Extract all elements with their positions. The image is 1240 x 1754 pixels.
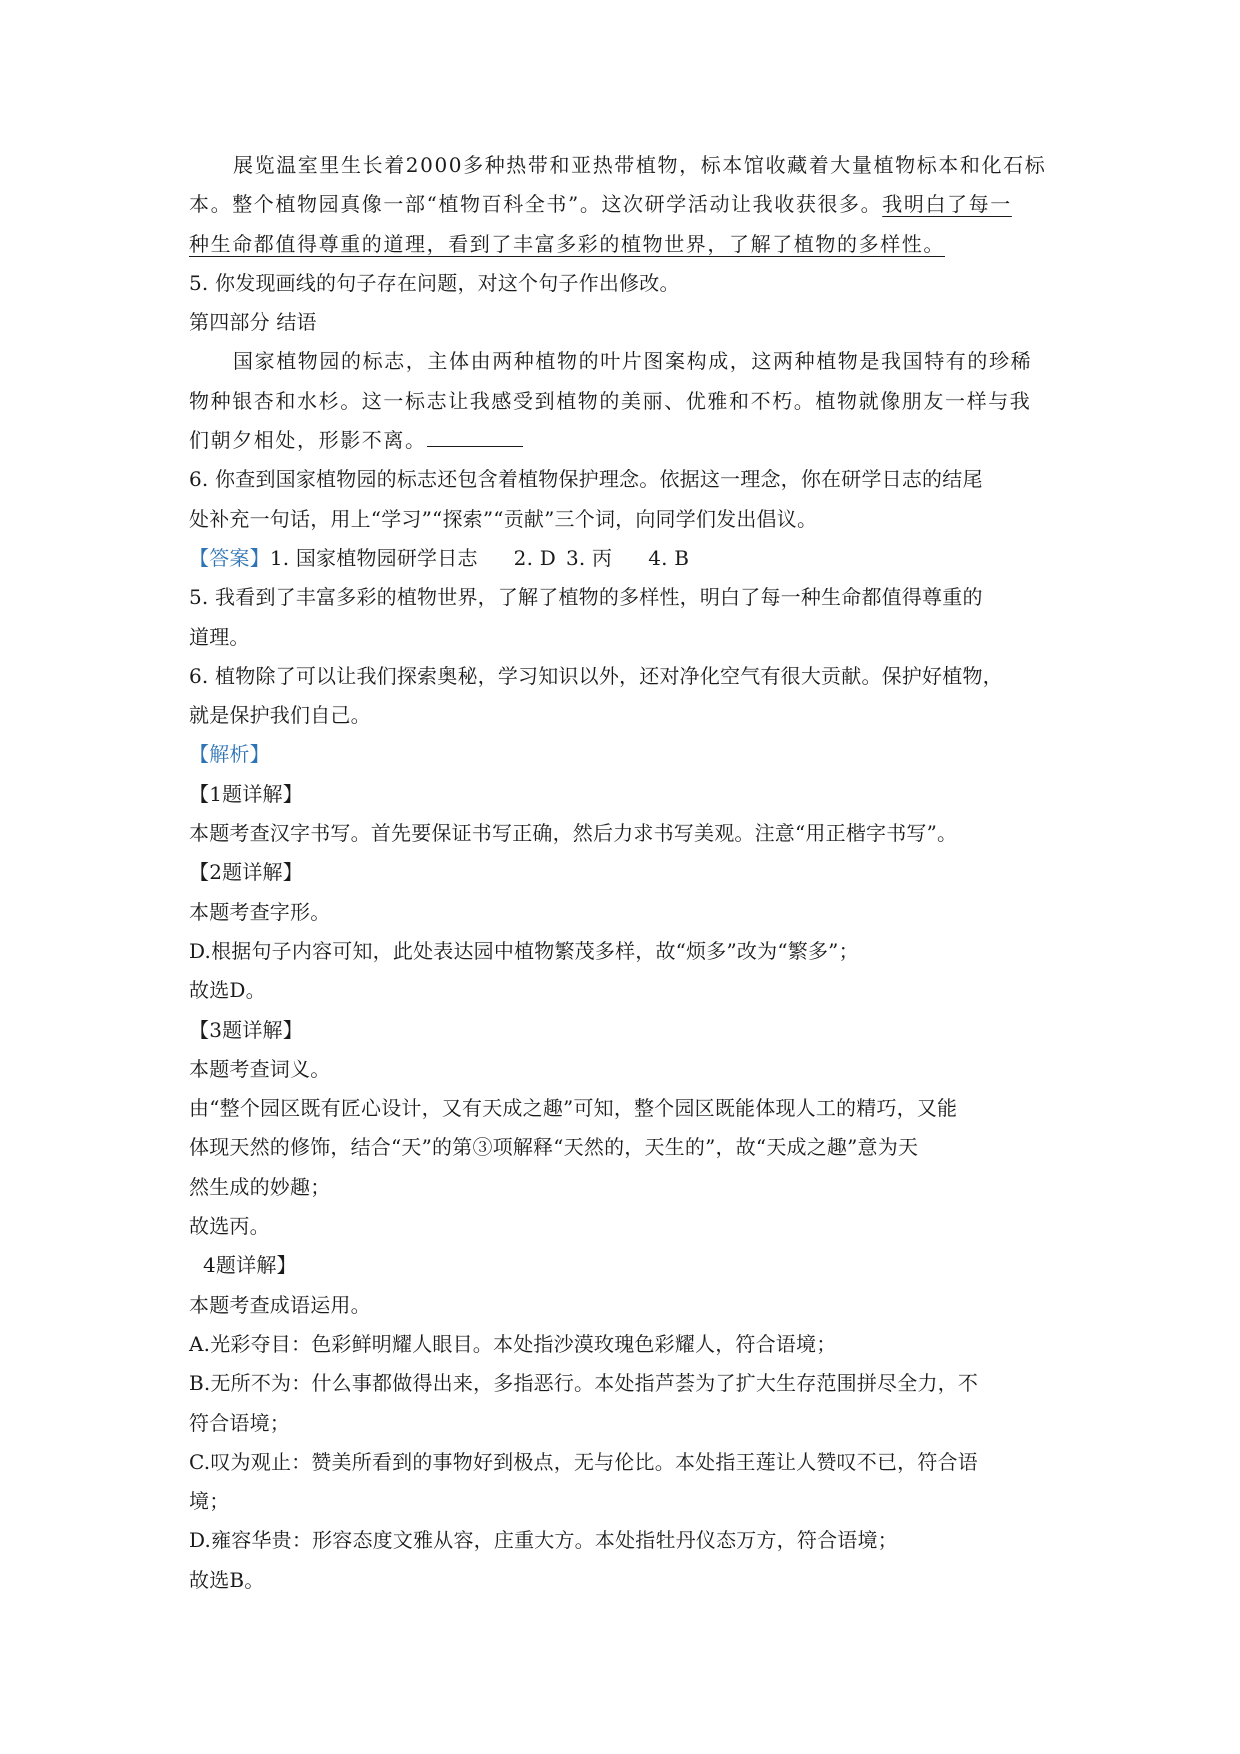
detail-title: 【1题详解】 <box>189 781 303 806</box>
answer-1: 1. 国家植物园研学日志 <box>269 545 478 570</box>
question-6: 6. 你查到国家植物园的标志还包含着植物保护理念。依据这一理念，你在研学日志的结尾 <box>189 467 983 492</box>
detail-text: D.雍容华贵：形容态度文雅从容，庄重大方。本处指牡丹仪态万方，符合语境； <box>189 1528 898 1553</box>
detail-text: D.根据句子内容可知，此处表达园中植物繁茂多样，故“烦多”改为“繁多”； <box>189 938 859 963</box>
detail-text: 故选B。 <box>189 1567 265 1592</box>
passage-line: 展览温室里生长着2000多种热带和亚热带植物，标本馆收藏着大量植物标本和化石标 <box>233 153 1047 177</box>
passage-line <box>189 185 1069 224</box>
question-5: 5. 你发现画线的句子存在问题，对这个句子作出修改。 <box>189 270 680 295</box>
answer-5: 5. 我看到了丰富多彩的植物世界，了解了植物的多样性，明白了每一种生命都值得尊重的 <box>189 585 983 610</box>
passage-line: 国家植物园的标志，主体由两种植物的叶片图案构成，这两种植物是我国特有的珍稀 <box>233 349 1033 374</box>
detail-text: B.无所不为：什么事都做得出来，多指恶行。本处指芦荟为了扩大生存范围拼尽全力，不 <box>189 1371 979 1396</box>
detail-text: 体现天然的修饰，结合“天”的第③项解释“天然的，天生的”，故“天成之趣”意为天 <box>189 1135 919 1160</box>
detail-text: 境； <box>189 1489 230 1514</box>
detail-text: C.叹为观止：赞美所看到的事物好到极点，无与伦比。本处指王莲让人赞叹不已，符合语 <box>189 1449 978 1474</box>
passage-line: 物种银杏和水杉。这一标志让我感受到植物的美丽、优雅和不朽。植物就像朋友一样与我 <box>189 388 1032 413</box>
answer-blank <box>427 428 523 447</box>
underlined-sentence: 我明白了每一 <box>882 192 1012 217</box>
passage-line <box>189 421 1069 460</box>
detail-text: 本题考查字形。 <box>189 899 331 924</box>
detail-title: 【2题详解】 <box>189 860 303 885</box>
answer-6: 就是保护我们自己。 <box>189 703 371 728</box>
detail-text: A.光彩夺目：色彩鲜明耀人眼目。本处指沙漠玫瑰色彩耀人，符合语境； <box>189 1331 837 1356</box>
analysis-tag: 【解析】 <box>189 742 270 767</box>
detail-title: 【3题详解】 <box>189 1017 303 1042</box>
answer-tag: 【答案】 <box>189 545 270 570</box>
passage-text: 本。整个植物园真像一部“植物百科全书”。这次研学活动让我收获很多。 <box>189 192 883 217</box>
passage-text: 们朝夕相处，形影不离。 <box>189 428 427 453</box>
detail-text: 本题考查汉字书写。首先要保证书写正确，然后力求书写美观。注意“用正楷字书写”。 <box>189 821 958 846</box>
underlined-sentence: 种生命都值得尊重的道理，看到了丰富多彩的植物世界，了解了植物的多样性。 <box>189 231 945 256</box>
question-6: 处补充一句话，用上“学习”“探索”“贡献”三个词，向同学们发出倡议。 <box>189 506 818 531</box>
detail-text: 故选丙。 <box>189 1214 270 1239</box>
detail-text: 故选D。 <box>189 978 266 1003</box>
detail-text: 本题考查词义。 <box>189 1056 331 1081</box>
part-heading: 第四部分 结语 <box>189 310 317 335</box>
passage-line <box>189 225 1069 264</box>
detail-text: 本题考查成语运用。 <box>189 1292 371 1317</box>
answer-5: 道理。 <box>189 624 250 649</box>
detail-title: 4题详解】 <box>203 1253 297 1278</box>
answer-6: 6. 植物除了可以让我们探索奥秘，学习知识以外，还对净化空气有很大贡献。保护好植物， <box>189 663 1003 688</box>
answer-2: 2. D <box>513 545 556 570</box>
detail-text: 然生成的妙趣； <box>189 1174 331 1199</box>
detail-text: 由“整个园区既有匠心设计，又有天成之趣”可知，整个园区既能体现人工的精巧，又能 <box>189 1096 958 1121</box>
answer-line <box>189 539 1069 578</box>
document-page <box>189 146 1069 1600</box>
answer-4: 4. B <box>648 545 690 570</box>
detail-text: 符合语境； <box>189 1410 290 1435</box>
answer-3: 3. 丙 <box>565 545 613 570</box>
